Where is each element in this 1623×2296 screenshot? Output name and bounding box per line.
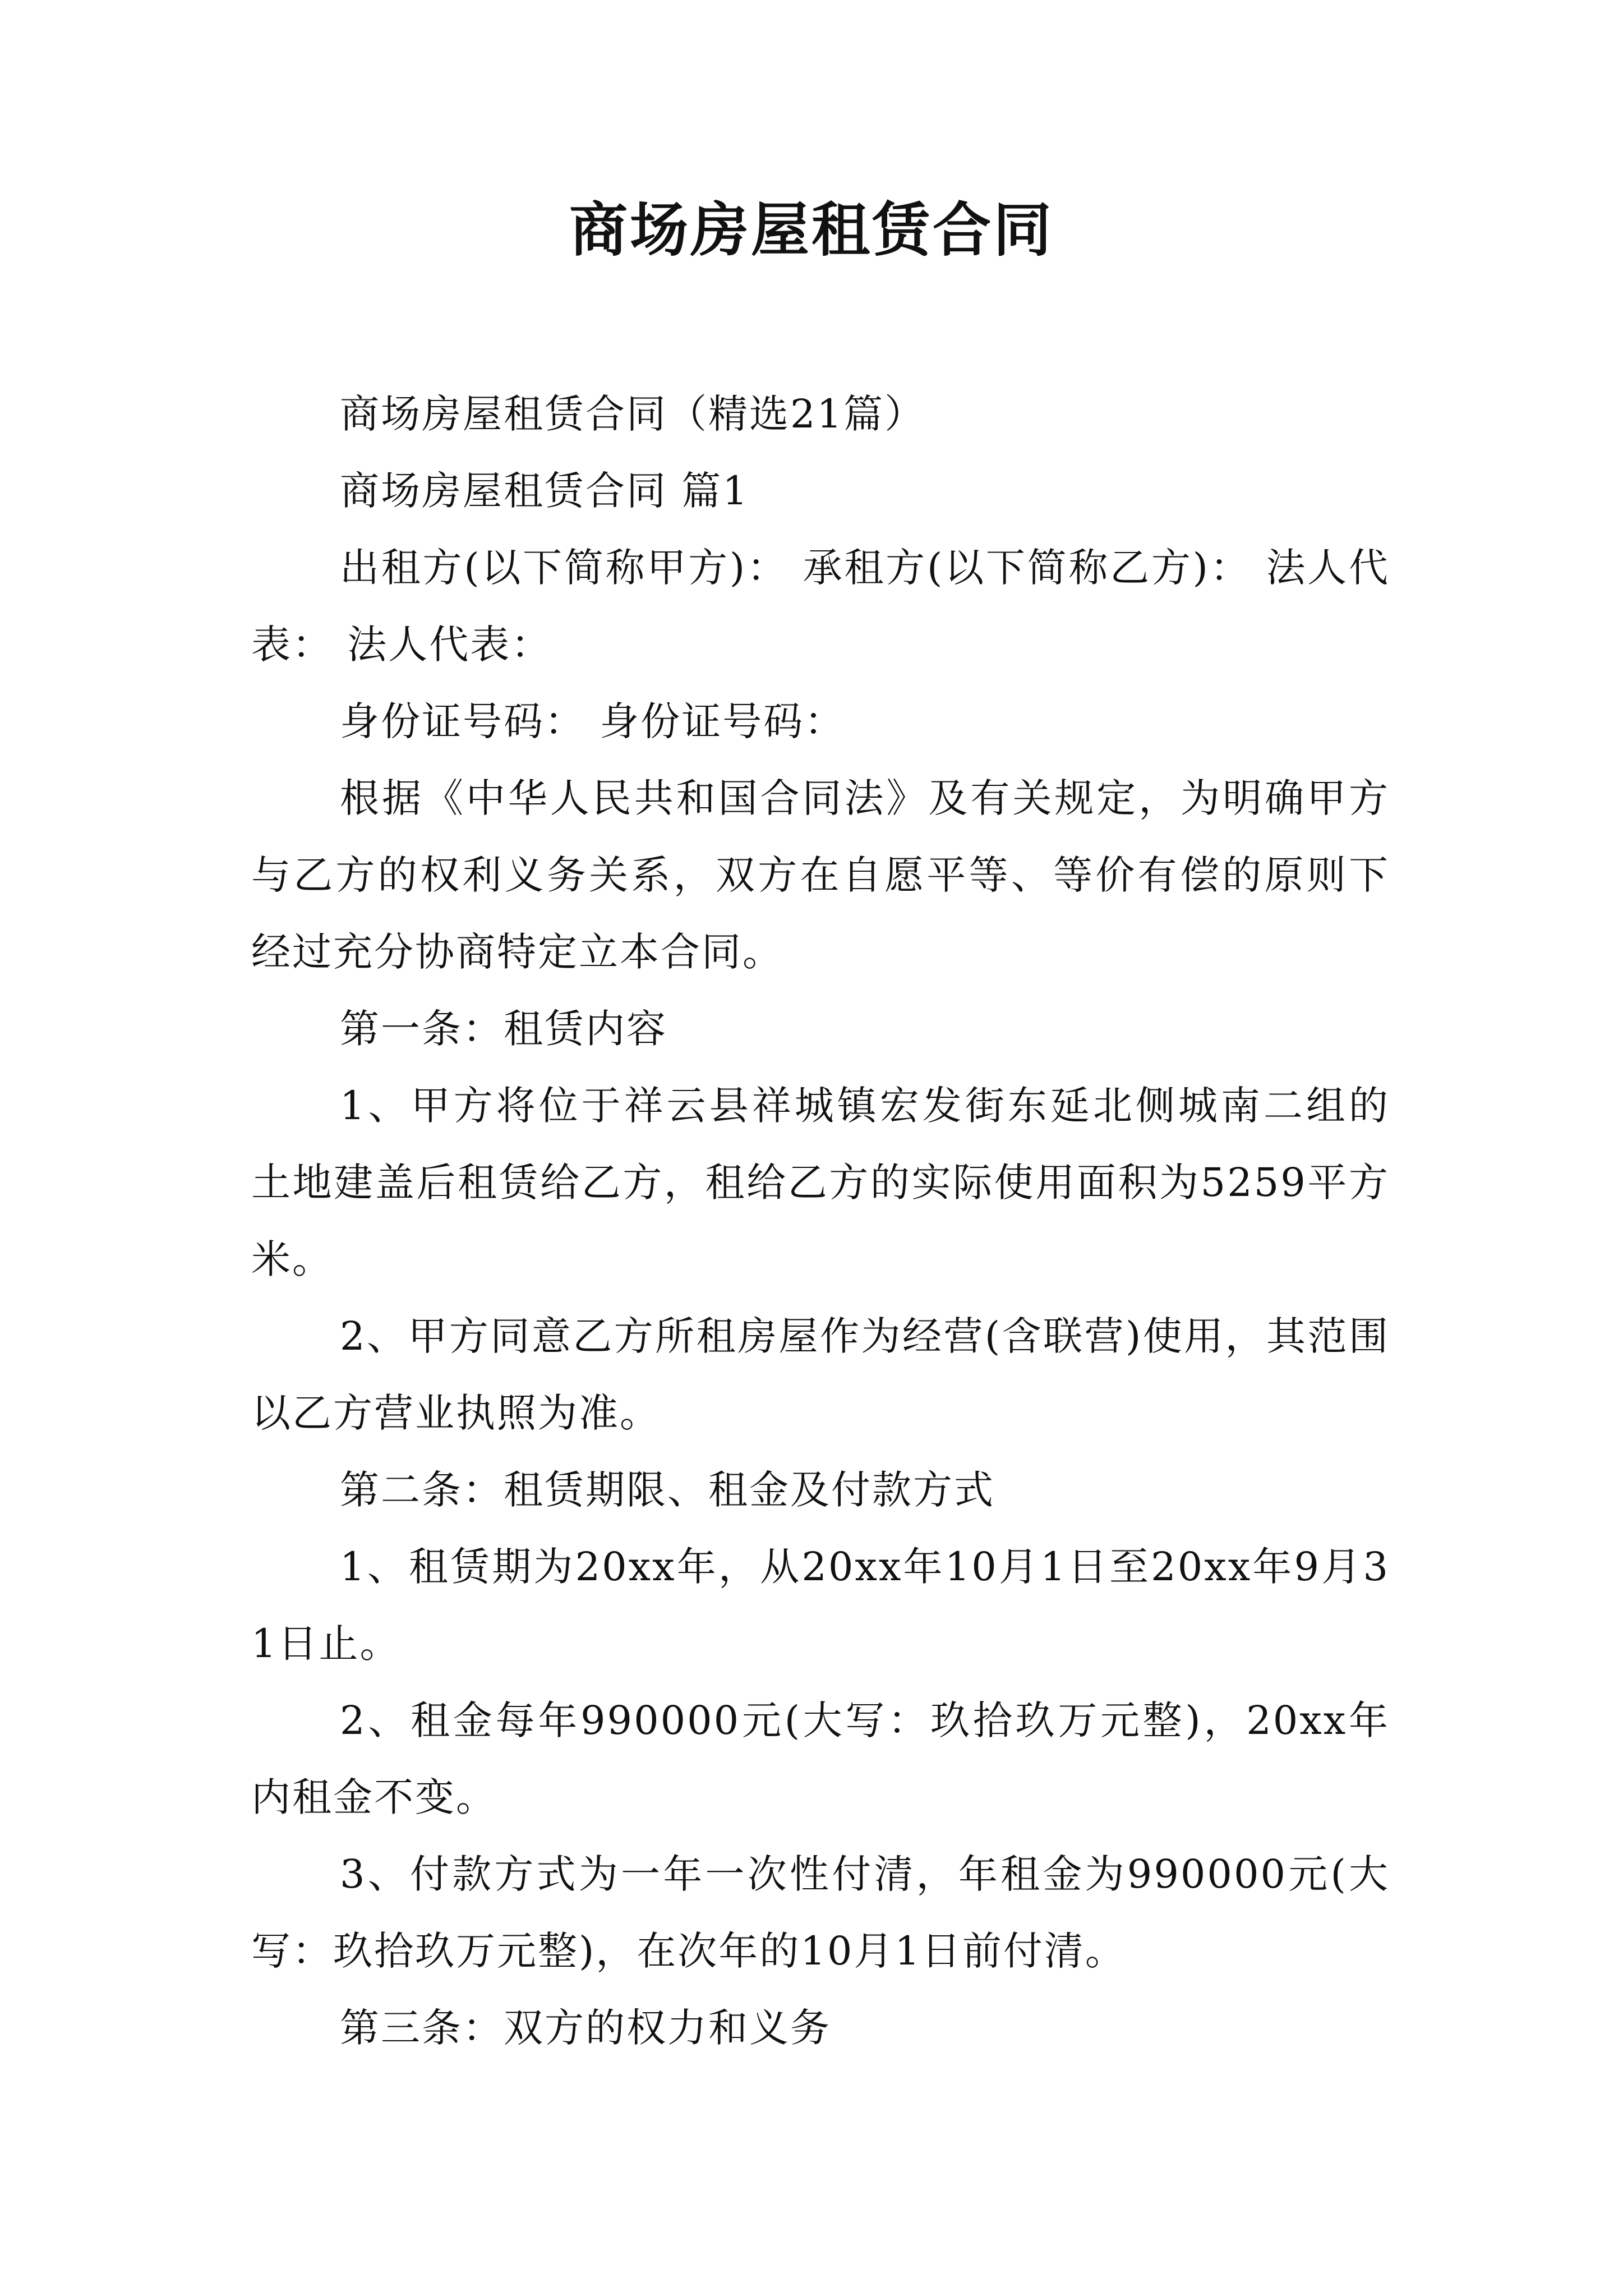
article-2-item-2: 2、租金每年990000元(大写：玖拾玖万元整)，20xx年内租金不变。 xyxy=(251,1697,1390,1820)
collection-heading: 商场房屋租赁合同（精选21篇） xyxy=(340,391,926,437)
article-2-heading: 第二条：租赁期限、租金及付款方式 xyxy=(340,1467,995,1513)
article-2-item-1: 1、租赁期为20xx年，从20xx年10月1日至20xx年9月31日止。 xyxy=(251,1544,1390,1667)
document-title: 商场房屋租赁合同 xyxy=(569,195,1054,264)
article-1-heading: 第一条：租赁内容 xyxy=(340,1006,667,1052)
preamble-paragraph: 根据《中华人民共和国合同法》及有关规定，为明确甲方与乙方的权利义务关系，双方在自愿平等、等价有偿的原则下经过充分协商特定立本合同。 xyxy=(251,775,1390,975)
contract-heading: 商场房屋租赁合同 篇1 xyxy=(340,468,749,514)
id-number-line: 身份证号码： 身份证号码： xyxy=(340,698,846,744)
article-3-heading: 第三条：双方的权力和义务 xyxy=(340,2005,831,2051)
parties-paragraph: 出租方(以下简称甲方)： 承租方(以下简称乙方)： 法人代表： 法人代表： xyxy=(251,545,1390,668)
document-body xyxy=(251,376,1390,2067)
article-2-item-3: 3、付款方式为一年一次性付清，年租金为990000元(大写：玖拾玖万元整)，在次年的10月1日前付清。 xyxy=(251,1851,1390,1974)
article-1-item-2: 2、甲方同意乙方所租房屋作为经营(含联营)使用，其范围以乙方营业执照为准。 xyxy=(251,1313,1390,1436)
article-1-item-1: 1、甲方将位于祥云县祥城镇宏发街东延北侧城南二组的土地建盖后租赁给乙方，租给乙方的实际使用面积为5259平方米。 xyxy=(251,1083,1390,1282)
